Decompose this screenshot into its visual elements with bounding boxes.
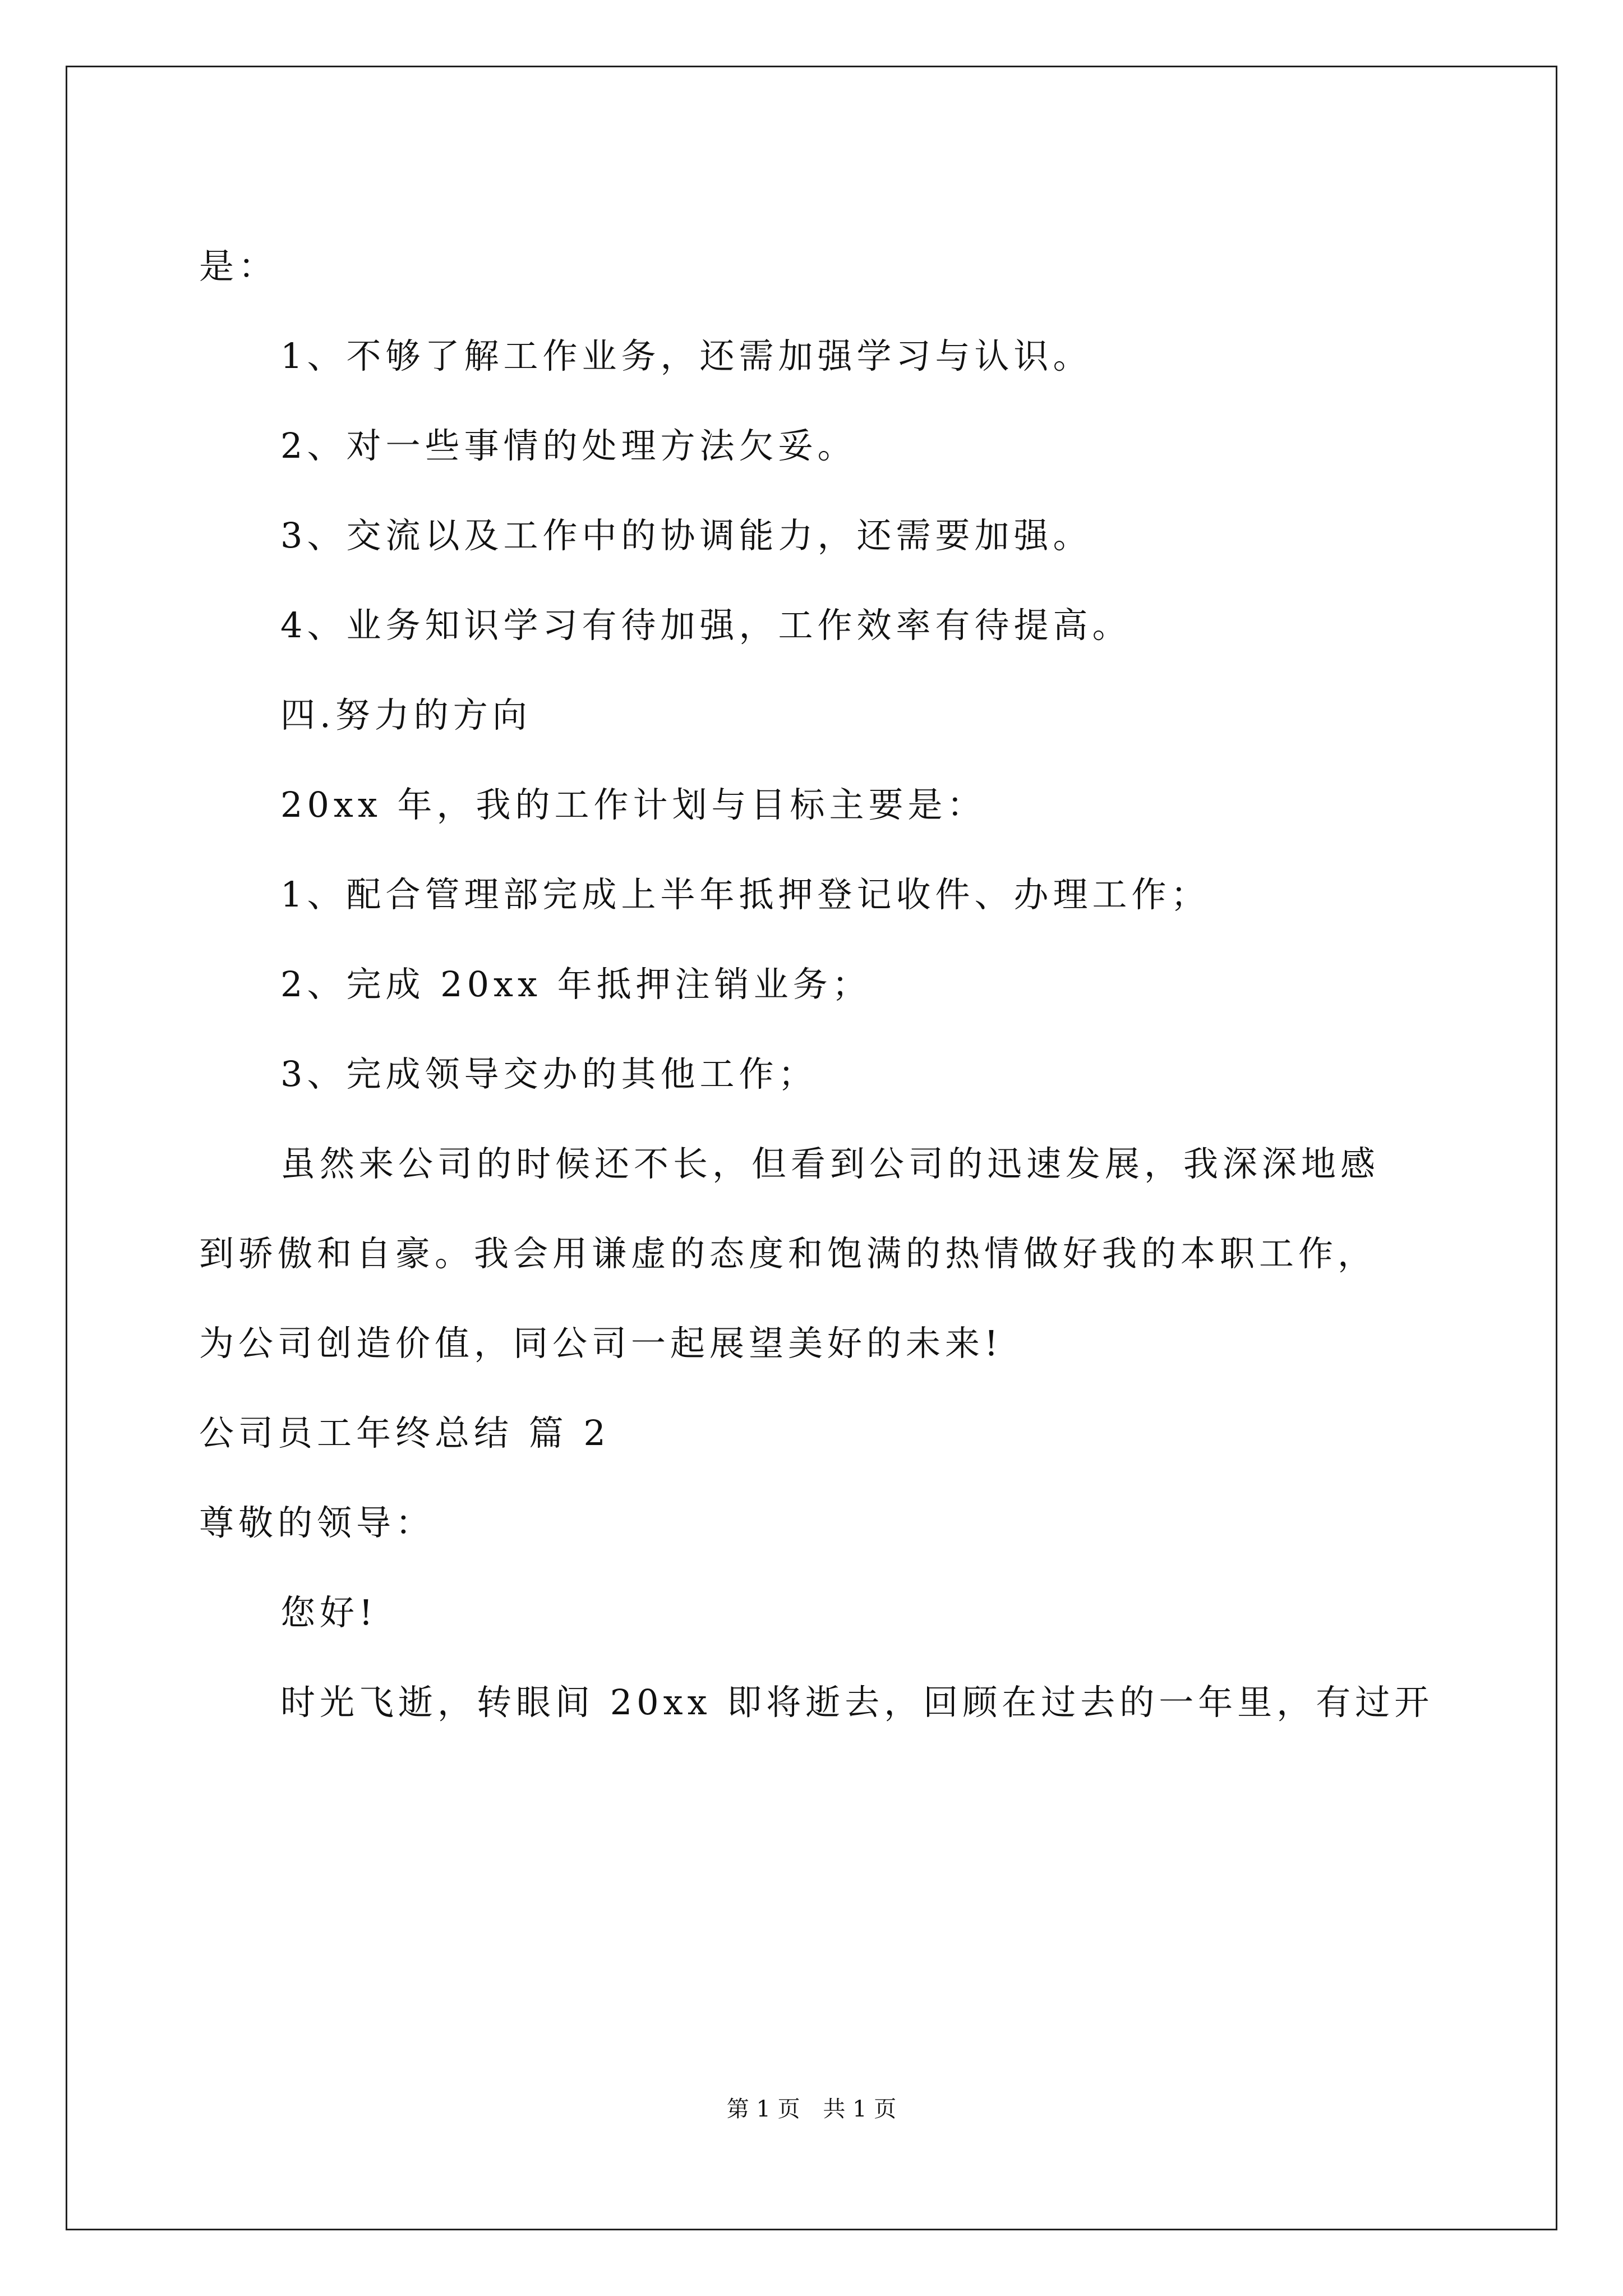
section-heading: 四.努力的方向 [280, 694, 532, 735]
text-line: 4、业务知识学习有待加强，工作效率有待提高。 [280, 605, 1132, 646]
text-line: 1、不够了解工作业务，还需加强学习与认识。 [280, 335, 1092, 376]
text-line: 为公司创造价值，同公司一起展望美好的未来! [199, 1323, 1003, 1364]
page-footer [0, 2091, 1623, 2123]
text-line: 时光飞逝，转眼间 20xx 即将逝去，回顾在过去的一年里，有过开 [280, 1682, 1434, 1723]
document-body [199, 222, 1438, 1747]
text-line: 3、交流以及工作中的协调能力，还需要加强。 [280, 515, 1092, 556]
greeting: 您好! [280, 1592, 377, 1633]
page-total: 共 1 页 [823, 2096, 897, 2122]
text-line: 3、完成领导交办的其他工作； [280, 1053, 818, 1094]
salutation: 尊敬的领导： [199, 1502, 435, 1543]
text-line: 是： [199, 246, 278, 287]
text-line: 2、对一些事情的处理方法欠妥。 [280, 425, 857, 466]
article-title: 公司员工年终总结 篇 2 [199, 1412, 610, 1453]
text-line: 20xx 年，我的工作计划与目标主要是： [280, 784, 986, 825]
text-line: 1、配合管理部完成上半年抵押登记收件、办理工作； [280, 874, 1210, 915]
page-number: 第 1 页 [726, 2096, 800, 2122]
text-line: 2、完成 20xx 年抵押注销业务； [280, 964, 872, 1005]
text-line: 虽然来公司的时候还不长，但看到公司的迅速发展，我深深地感 [280, 1143, 1380, 1184]
text-line: 到骄傲和自豪。我会用谦虚的态度和饱满的热情做好我的本职工作， [199, 1233, 1377, 1274]
